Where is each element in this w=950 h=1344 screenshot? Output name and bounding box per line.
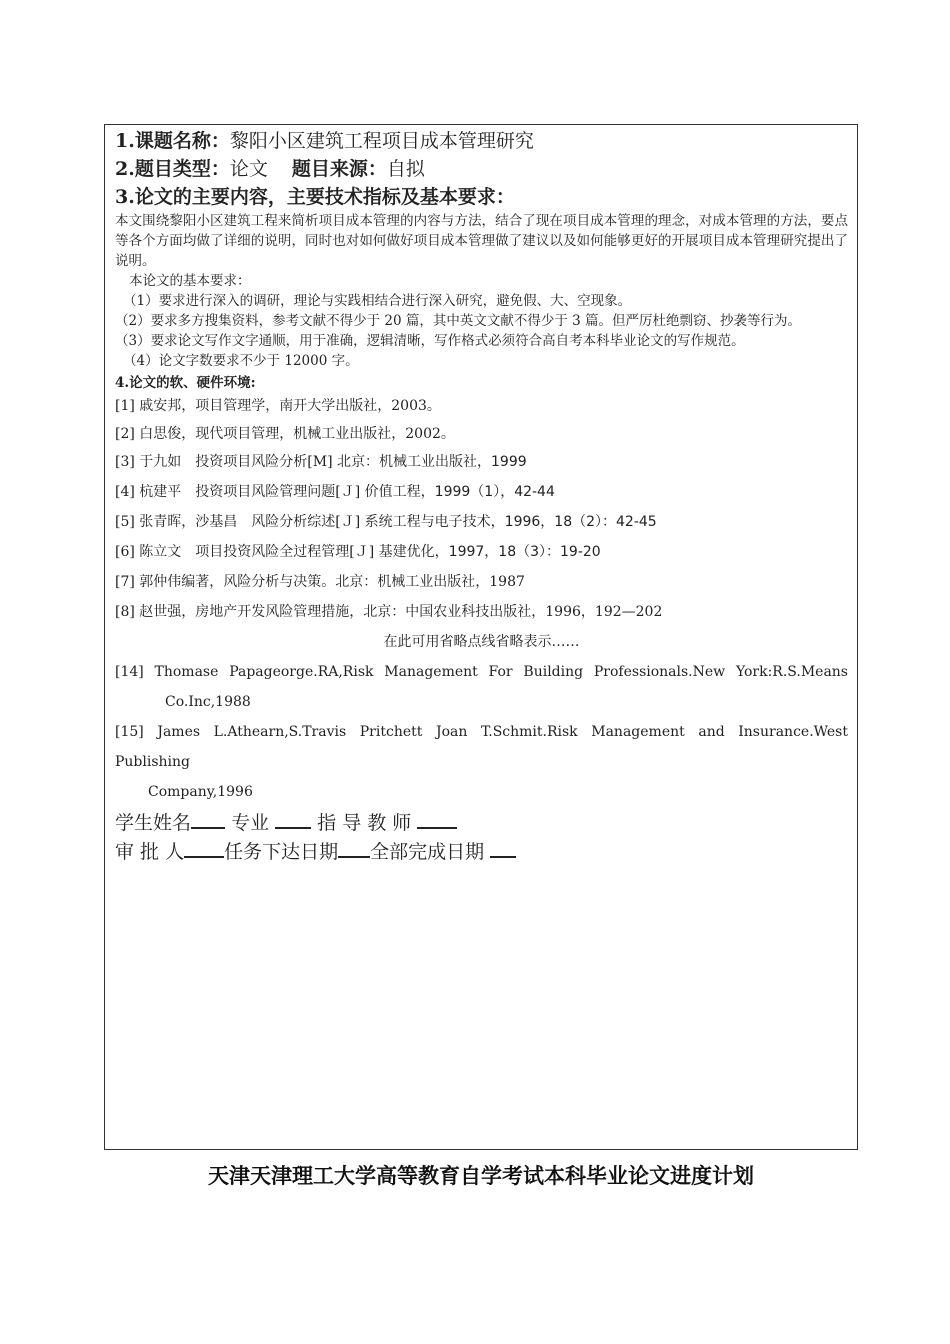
english-reference-item: [15] James L.Athearn,S.Travis Pritchett Joan T.Schmit.Risk Management and Insurance.West Publishing Company,1996 [115,724,848,800]
source-label: 题目来源： [291,158,387,180]
requirement-item: （3）要求论文写作文字通顺，用于准确，逻辑清晰，写作格式必须符合高自考本科毕业论文的写作规范。 [115,333,745,349]
content-paragraph: 本文围绕黎阳小区建筑工程来简析项目成本管理的内容与方法，结合了现在项目成本管理的理念，对成本管理的方法，要点等各个方面均做了详细的说明，同时也对如何做好项目成本管理做了建议以及如何能够更好的开展项目成本管理研究提出了说明。 [115,213,848,269]
progress-plan-title: 天津天津理工大学高等教育自学考试本科毕业论文进度计划 [208,1164,754,1188]
requirements-title: 本论文的基本要求： [129,273,251,289]
reference-item: [1] 戚安邦，项目管理学，南开大学出版社，2003。 [115,398,441,414]
student-name-label: 学生姓名 [115,812,192,834]
reference-item: [2] 白思俊，现代项目管理，机械工业出版社，2002。 [115,426,455,442]
advisor-blank[interactable] [417,809,457,829]
content-heading: 3.论文的主要内容，主要技术指标及基本要求： [115,186,515,208]
approver-blank[interactable] [184,838,224,858]
type-value: 论文 [229,158,268,180]
requirement-item: （2）要求多方搜集资料，参考文献不得少于 20 篇，其中英文文献不得少于 3 篇。但严厉杜绝剽窃、抄袭等行为。 [115,313,802,329]
source-value: 自拟 [386,158,425,180]
issue-date-label: 任务下达日期 [224,841,339,863]
signature-line-1 [115,809,848,838]
task-form-box [104,124,858,1150]
reference-item: [6] 陈立文 项目投资风险全过程管理[Ｊ] 基建优化，1997，18（3）：19-20 [115,544,601,560]
finish-date-blank[interactable] [490,838,516,858]
topic-label: 1.课题名称： [115,130,230,152]
reference-item: [4] 杭建平 投资项目风险管理问题[Ｊ] 价值工程，1999（1），42-44 [115,484,555,500]
finish-date-label: 全部完成日期 [370,841,485,863]
type-line [115,155,848,183]
type-label: 2.题目类型： [115,158,230,180]
student-name-blank[interactable] [191,809,225,829]
reference-list [115,391,848,627]
reference-item: [5] 张青晖，沙基昌 风险分析综述[Ｊ] 系统工程与电子技术，1996，18（2）：42-45 [115,514,657,530]
requirement-item: （4）论文字数要求不少于 12000 字。 [123,353,359,369]
signature-line-2 [115,838,848,867]
issue-date-blank[interactable] [338,838,370,858]
major-blank[interactable] [275,809,311,829]
reference-item: [3] 于九如 投资项目风险分析[M] 北京：机械工业出版社，1999 [115,454,527,470]
reference-item: [8] 赵世强，房地产开发风险管理措施，北京：中国农业科技出版社，1996，192—202 [115,604,663,620]
approver-label: 审 批 人 [115,841,185,863]
major-label: 专业 [231,812,270,834]
topic-value: 黎阳小区建筑工程项目成本管理研究 [229,130,534,152]
omission-note: 在此可用省略点线省略表示…… [383,634,580,650]
reference-item: [7] 郭仲伟编著，风险分析与决策。北京：机械工业出版社，1987 [115,574,525,590]
requirement-item: （1）要求进行深入的调研，理论与实践相结合进行深入研究，避免假、大、空现象。 [123,293,632,309]
topic-line [115,127,848,155]
advisor-label: 指 导 教 师 [317,812,412,834]
environment-heading: 4.论文的软、硬件环境: [115,375,256,391]
english-reference-item: [14] Thomase Papageorge.RA,Risk Management For Building Professionals.New York:R.S.Means Co.Inc,1988 [115,664,848,710]
